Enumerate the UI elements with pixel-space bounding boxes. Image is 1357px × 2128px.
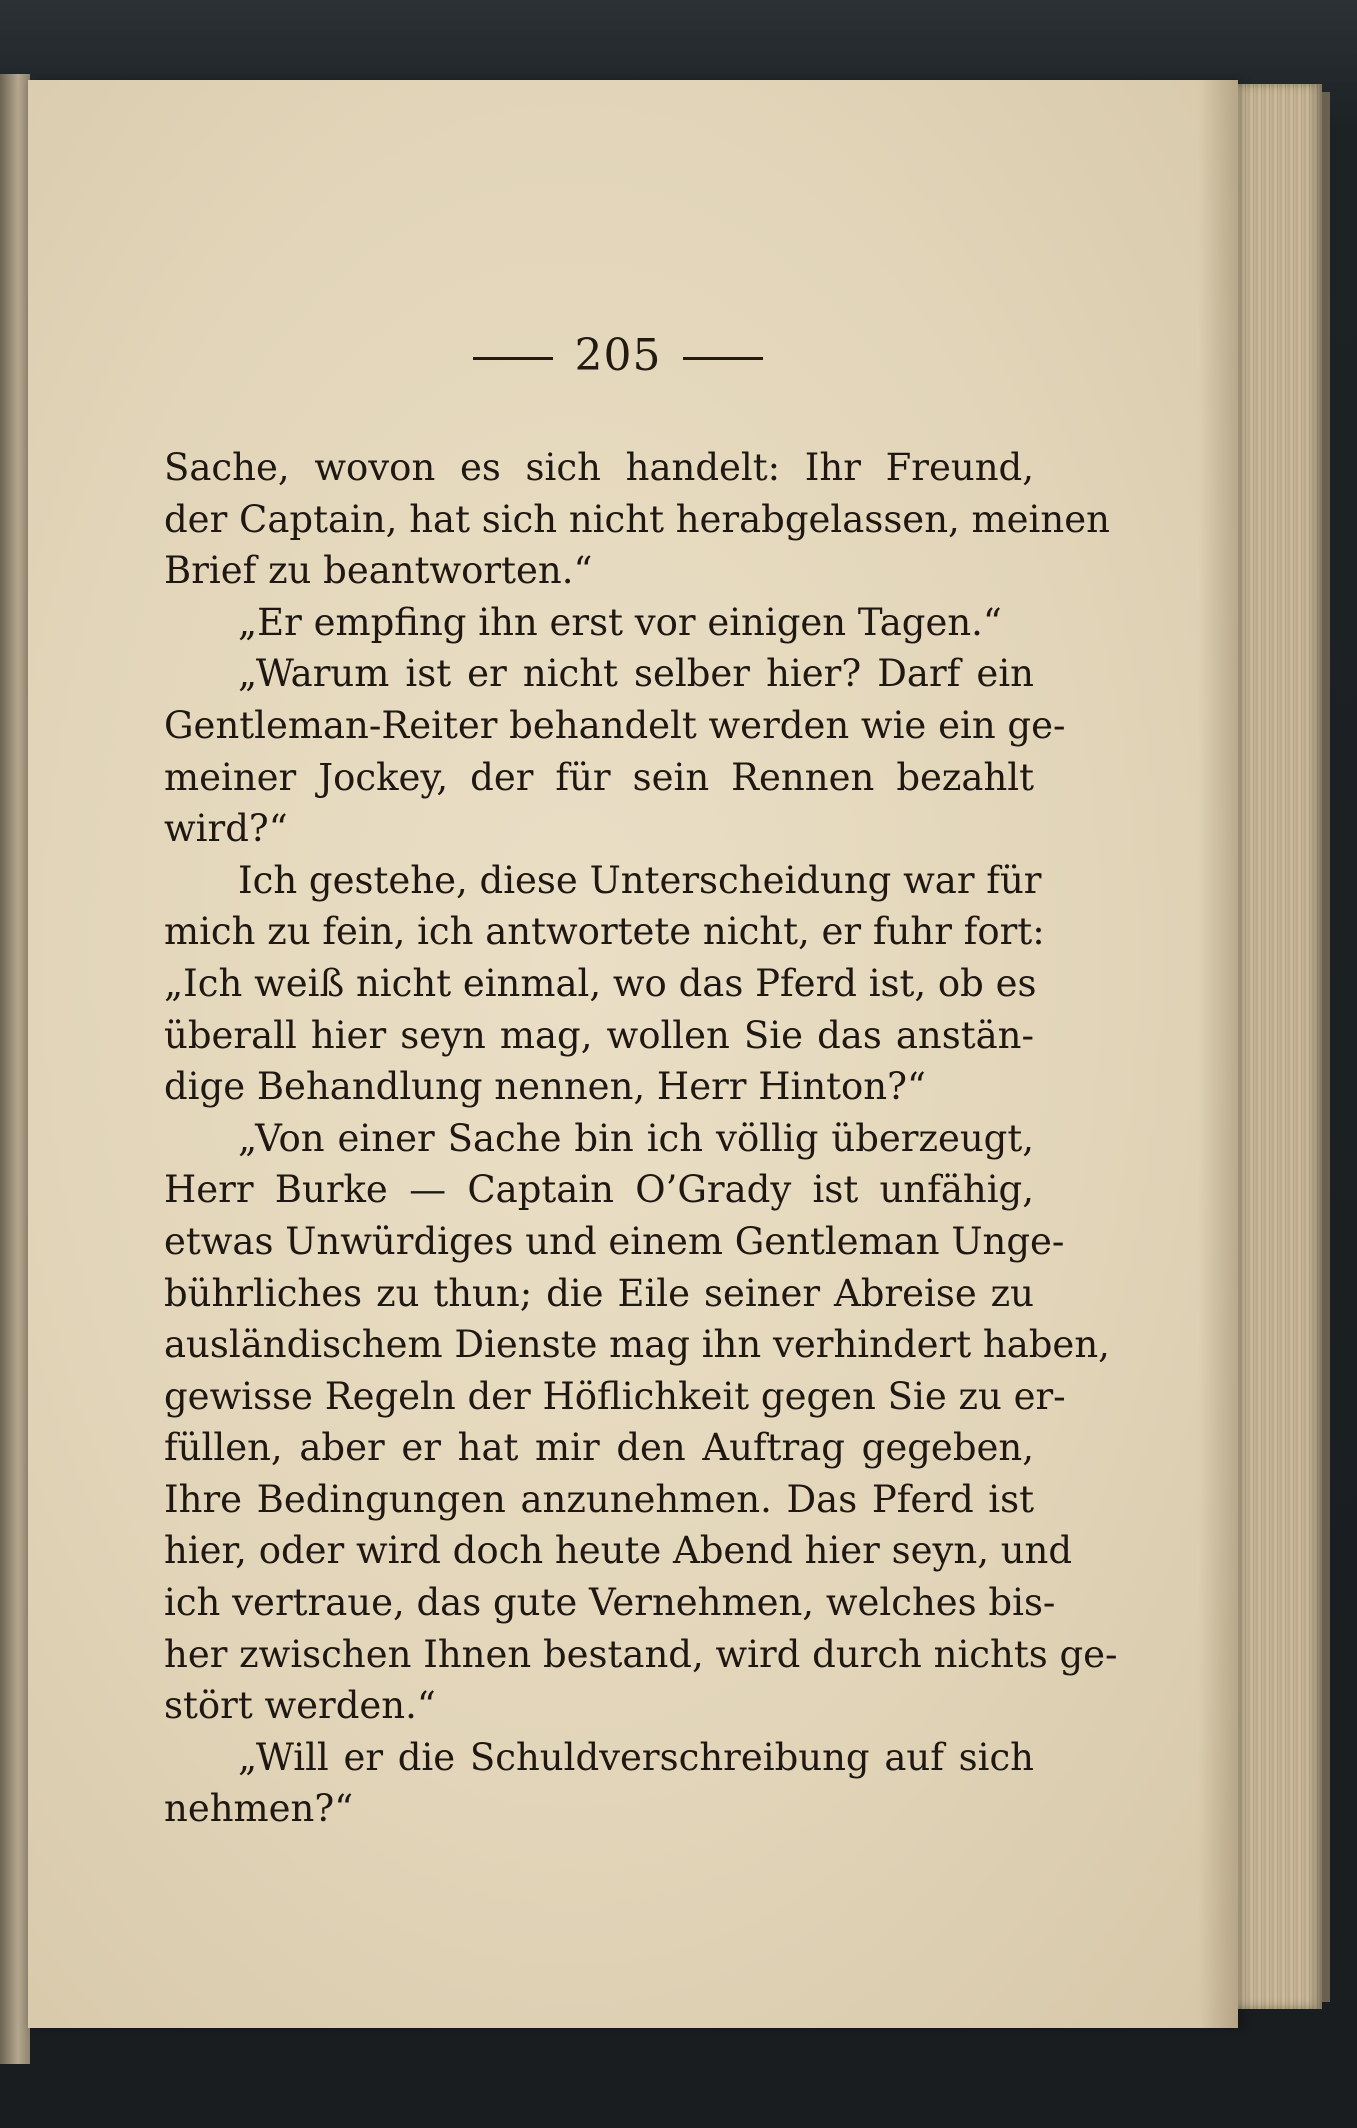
text-line: meiner Jockey, der für sein Rennen bezahlt	[164, 755, 1034, 799]
text-line: ich vertraue, das gute Vernehmen, welches bis-	[164, 1581, 1056, 1625]
book-page	[28, 80, 1238, 2028]
previous-page-edge	[0, 74, 30, 2064]
text-line: der Captain, hat sich nicht herabgelassen, meinen	[164, 497, 1110, 541]
text-line: überall hier seyn mag, wollen Sie das anstän-	[164, 1013, 1034, 1057]
text-line: Sache, wovon es sich handelt: Ihr Freund,	[164, 446, 1034, 489]
text-line: her zwischen Ihnen bestand, wird durch nichts ge-	[164, 1632, 1118, 1676]
text-line: wird?“	[164, 807, 288, 851]
text-line: füllen, aber er hat mir den Auftrag gegeben,	[164, 1426, 1034, 1470]
text-line: nehmen?“	[164, 1787, 354, 1831]
text-line: mich zu fein, ich antwortete nicht, er fuhr fort:	[164, 910, 1045, 954]
body-text	[164, 442, 1118, 1835]
text-line: dige Behandlung nennen, Herr Hinton?“	[164, 1065, 926, 1109]
text-line: etwas Unwürdiges und einem Gentleman Unge-	[164, 1219, 1065, 1263]
header-dash-right	[683, 357, 763, 360]
text-line: „Er empfing ihn erst vor einigen Tagen.“	[238, 600, 1002, 644]
text-line: ausländischem Dienste mag ihn verhindert haben,	[164, 1323, 1110, 1367]
text-line: gewisse Regeln der Höflichkeit gegen Sie zu er-	[164, 1374, 1066, 1418]
header-dash-left	[473, 357, 553, 360]
text-line: Herr Burke — Captain O’Grady ist unfähig,	[164, 1168, 1034, 1212]
text-line: bührliches zu thun; die Eile seiner Abreise zu	[164, 1271, 1034, 1315]
text-line: Gentleman-Reiter behandelt werden wie ein ge-	[164, 703, 1066, 747]
text-line: Ich gestehe, diese Unterscheidung war für	[238, 858, 1042, 902]
text-line: hier, oder wird doch heute Abend hier seyn, und	[164, 1529, 1073, 1573]
text-line: stört werden.“	[164, 1684, 436, 1728]
page-number: 205	[574, 330, 662, 381]
text-line: „Ich weiß nicht einmal, wo das Pferd ist, ob es	[164, 961, 1037, 1005]
text-line: Brief zu beantworten.“	[164, 549, 593, 593]
book-page-block	[1230, 84, 1322, 2009]
text-line: „Warum ist er nicht selber hier? Darf ein	[238, 652, 1034, 696]
page-header	[28, 330, 1208, 381]
text-line: Ihre Bedingungen anzunehmen. Das Pferd ist	[164, 1477, 1034, 1521]
text-line: „Will er die Schuldverschreibung auf sich	[238, 1735, 1034, 1779]
text-line: „Von einer Sache bin ich völlig überzeugt,	[238, 1116, 1034, 1160]
